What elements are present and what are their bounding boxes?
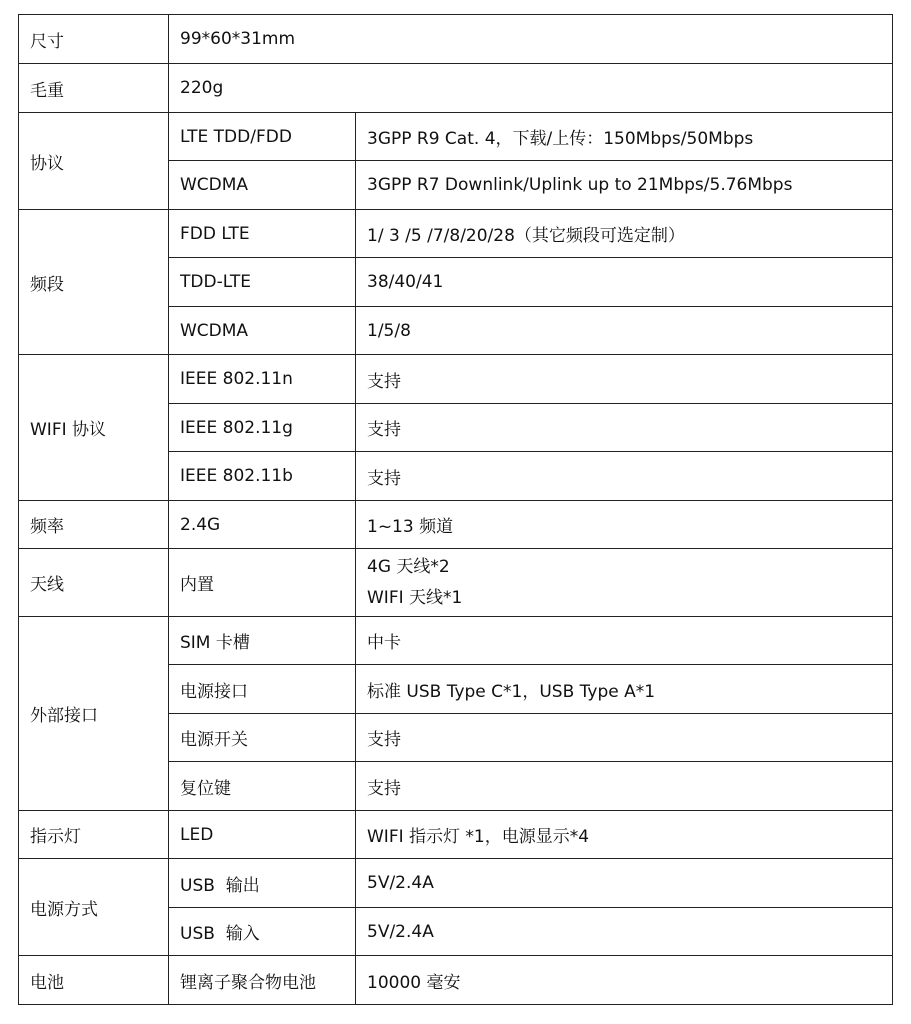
- row-label-battery: 电池: [19, 956, 169, 1005]
- weight-value: 220g: [169, 64, 893, 113]
- table-row-size: [19, 15, 893, 64]
- table-row-band-fdd: [19, 210, 893, 258]
- antenna-value: [356, 549, 893, 617]
- table-row-protocol-lte: [19, 113, 893, 161]
- row-label-weight: 毛重: [19, 64, 169, 113]
- interface-value-port: 标准 USB Type C*1，USB Type A*1: [356, 665, 893, 714]
- row-label-indicator: 指示灯: [19, 811, 169, 859]
- interface-name-sim: SIM 卡槽: [169, 617, 356, 665]
- battery-name: 锂离子聚合物电池: [169, 956, 356, 1005]
- spec-table: [18, 14, 893, 1005]
- interface-name-switch: 电源开关: [169, 714, 356, 762]
- protocol-value-wcdma: 3GPP R7 Downlink/Uplink up to 21Mbps/5.76Mbps: [356, 161, 893, 210]
- protocol-name-lte: LTE TDD/FDD: [169, 113, 356, 161]
- table-row-indicator: [19, 811, 893, 859]
- size-value: 99*60*31mm: [169, 15, 893, 64]
- band-value-fdd: 1/ 3 /5 /7/8/20/28（其它频段可选定制）: [356, 210, 893, 258]
- table-row-interface-sim: [19, 617, 893, 665]
- power-value-in: 5V/2.4A: [356, 908, 893, 956]
- table-row-weight: [19, 64, 893, 113]
- protocol-value-lte: 3GPP R9 Cat. 4，下载/上传：150Mbps/50Mbps: [356, 113, 893, 161]
- antenna-value-line-4g: 4G 天线*2: [367, 556, 450, 577]
- row-label-protocol: 协议: [19, 113, 169, 210]
- row-label-power: 电源方式: [19, 859, 169, 956]
- frequency-name: 2.4G: [169, 501, 356, 549]
- wifi-value-g: 支持: [356, 404, 893, 452]
- interface-value-switch: 支持: [356, 714, 893, 762]
- interface-name-port: 电源接口: [169, 665, 356, 714]
- interface-value-sim: 中卡: [356, 617, 893, 665]
- band-value-wcdma: 1/5/8: [356, 307, 893, 355]
- band-name-tdd: TDD-LTE: [169, 258, 356, 307]
- table-row-battery: [19, 956, 893, 1005]
- frequency-value: 1~13 频道: [356, 501, 893, 549]
- wifi-name-b: IEEE 802.11b: [169, 452, 356, 501]
- wifi-name-n: IEEE 802.11n: [169, 355, 356, 404]
- row-label-band: 频段: [19, 210, 169, 355]
- interface-value-reset: 支持: [356, 762, 893, 811]
- indicator-value: WIFI 指示灯 *1，电源显示*4: [356, 811, 893, 859]
- interface-name-reset: 复位键: [169, 762, 356, 811]
- row-label-wifi: WIFI 协议: [19, 355, 169, 501]
- power-name-out: USB 输出: [169, 859, 356, 908]
- indicator-name: LED: [169, 811, 356, 859]
- wifi-value-n: 支持: [356, 355, 893, 404]
- row-label-interface: 外部接口: [19, 617, 169, 811]
- table-row-power-out: [19, 859, 893, 908]
- row-label-size: 尺寸: [19, 15, 169, 64]
- band-value-tdd: 38/40/41: [356, 258, 893, 307]
- protocol-name-wcdma: WCDMA: [169, 161, 356, 210]
- row-label-frequency: 频率: [19, 501, 169, 549]
- power-value-out: 5V/2.4A: [356, 859, 893, 908]
- wifi-name-g: IEEE 802.11g: [169, 404, 356, 452]
- band-name-fdd: FDD LTE: [169, 210, 356, 258]
- power-name-in: USB 输入: [169, 908, 356, 956]
- battery-value: 10000 毫安: [356, 956, 893, 1005]
- antenna-name: 内置: [169, 549, 356, 617]
- band-name-wcdma: WCDMA: [169, 307, 356, 355]
- row-label-antenna: 天线: [19, 549, 169, 617]
- antenna-value-line-wifi: WIFI 天线*1: [367, 587, 463, 608]
- table-row-wifi-n: [19, 355, 893, 404]
- table-row-antenna: [19, 549, 893, 617]
- wifi-value-b: 支持: [356, 452, 893, 501]
- table-row-frequency: [19, 501, 893, 549]
